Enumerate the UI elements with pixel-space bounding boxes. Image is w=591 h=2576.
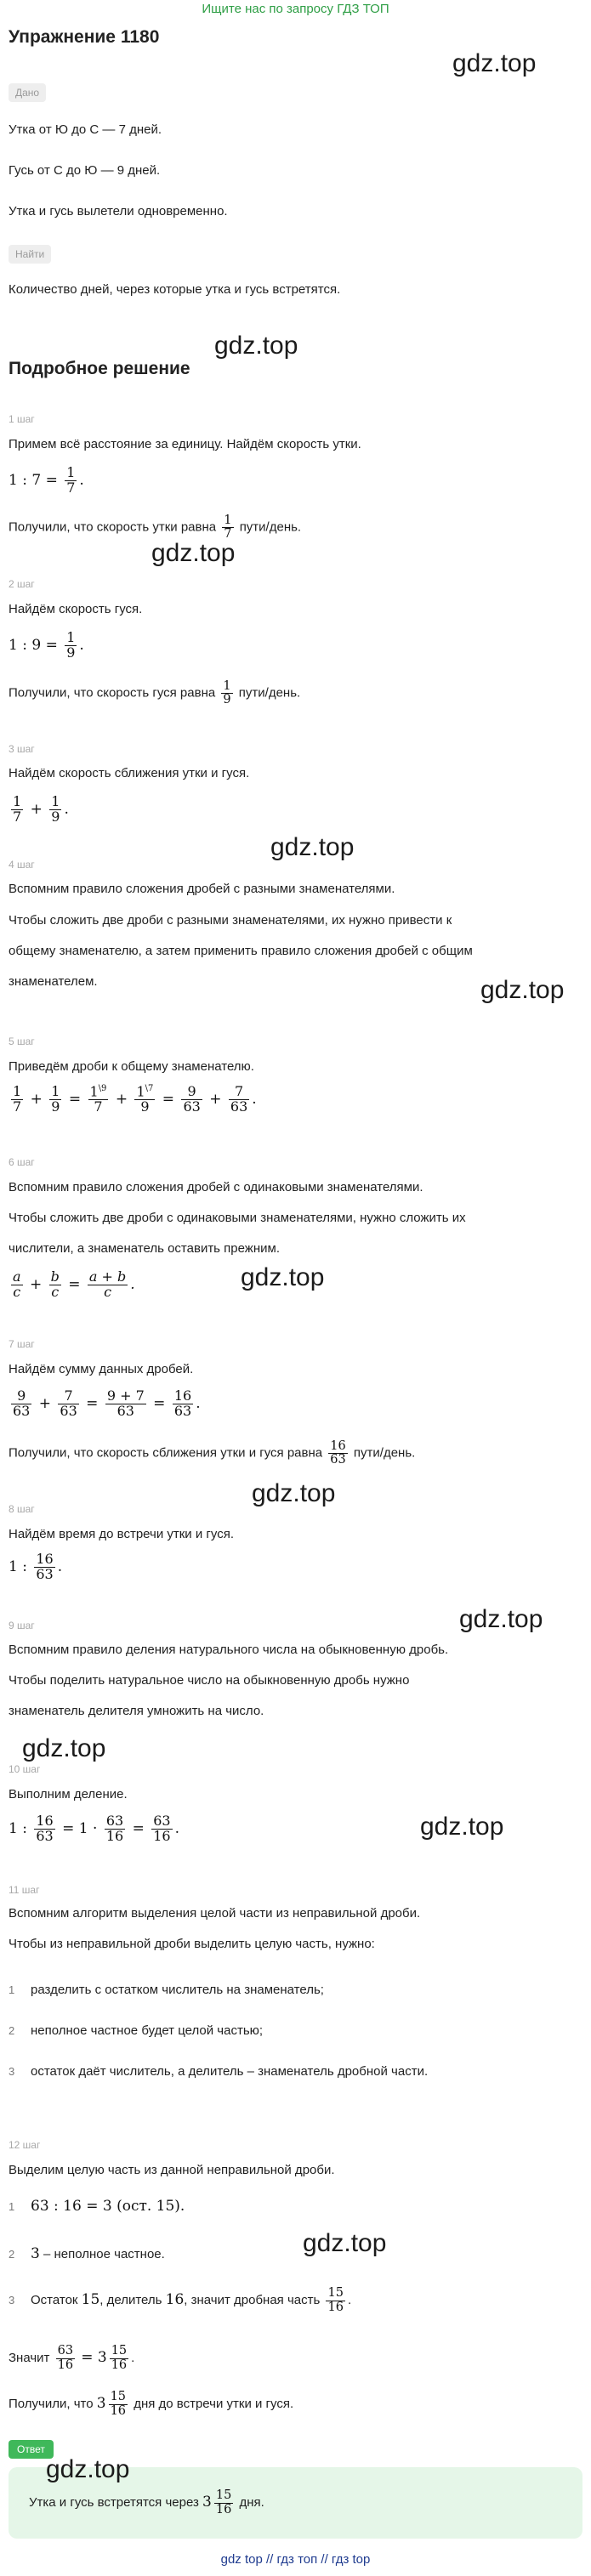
list-item: 1 63 : 16 = 3 (ост. 15). [9,2198,185,2215]
top-search-link[interactable]: Ищите нас по запросу ГДЗ ТОП [202,2,389,16]
rule-line: Чтобы поделить натуральное число на обыкновенную дробь нужно [9,1673,410,1688]
step6-formula: $\frac{a}{c}$ + $\frac{b}{c}$ = $\frac{a + b}{c}$ . [13,1268,135,1300]
rule-line: знаменатель делителя умножить на число. [9,1704,264,1718]
step-desc: Примем всё расстояние за единицу. Найдём скорость утки. [9,437,361,451]
step1-formula: 1 : 7 = $\frac{1}{7}$ . [9,464,84,496]
watermark: gdz.top [46,2455,130,2483]
watermark: gdz.top [452,49,537,77]
answer-chip: Ответ [9,2440,54,2459]
list-item: 2 3 – неполное частное. [9,2245,165,2262]
step-desc: Найдём время до встречи утки и гуся. [9,1527,234,1541]
step-label: 12 шаг [9,2139,41,2151]
step10-formula: 1 : $\frac{16}{63}$ = 1 · $\frac{63}{16}$ = $\frac{63}{16}$ . [9,1813,179,1844]
step-label: 6 шаг [9,1156,35,1168]
answer-text: Утка и гусь встретятся через 3 $\frac{15}{16}$ дня. [29,2488,264,2516]
list-item: 3 Остаток 15, делитель 16, значит дробная часть $\frac{15}{16}$ . [9,2286,352,2314]
step-label: 8 шаг [9,1503,35,1515]
step7-formula: $\frac{9}{63}$ + $\frac{7}{63}$ = $\frac{9 + 7}{63}$ = $\frac{16}{63}$ . [13,1387,201,1419]
page-title: Упражнение 1180 [9,27,160,47]
step-desc: Найдём скорость сближения утки и гуся. [9,766,250,780]
solution-title: Подробное решение [9,359,190,378]
step1-conclusion: Получили, что скорость утки равна $\frac{1}{7}$ пути/день. [9,513,302,542]
given-line-1: Утка от Ю до С — 7 дней. [9,122,162,137]
step-label: 10 шаг [9,1763,41,1775]
step7-conclusion: Получили, что скорость сближения утки и гуся равна $\frac{16}{63}$ пути/день. [9,1439,416,1467]
list-item: 3 остаток даёт числитель, а делитель – знаменатель дробной части. [9,2064,429,2079]
list-item: 2 неполное частное будет целой частью; [9,2023,264,2038]
list-item: 1 разделить с остатком числитель на знаменатель; [9,1983,324,1997]
step-desc: Выделим целую часть из данной неправильной дроби. [9,2163,335,2177]
step3-formula: $\frac{1}{7}$ + $\frac{1}{9}$ . [13,793,69,825]
step-desc: Приведём дроби к общему знаменателю. [9,1059,254,1074]
watermark: gdz.top [459,1605,543,1633]
step-desc: Вспомним правило сложения дробей с разными знаменателями. [9,882,395,896]
step-desc: Выполним деление. [9,1787,128,1801]
step-desc: Вспомним правило сложения дробей с одинаковыми знаменателями. [9,1180,423,1194]
algorithm-intro: Чтобы из неправильной дроби выделить целую часть, нужно: [9,1937,375,1951]
step2-formula: 1 : 9 = $\frac{1}{9}$ . [9,629,84,661]
find-text: Количество дней, через которые утка и гусь встретятся. [9,282,341,297]
step5-formula: $\frac{1}{7}$ + $\frac{1}{9}$ = $\frac{1^{\backslash 9}}{7}$ + $\frac{1^{\backslash 7}}{9}$ = $\frac{9}{63}$ + $\frac{7}{63}$ . [13,1083,257,1115]
step12-result: Получили, что 3 $\frac{15}{16}$ дня до встречи утки и гуся. [9,2390,294,2418]
given-chip: Дано [9,83,46,102]
watermark: gdz.top [22,1734,106,1762]
bottom-links[interactable]: gdz top // гдз топ // гдз top [220,2552,371,2567]
watermark: gdz.top [214,332,298,360]
rule-line: Чтобы сложить две дроби с одинаковыми знаменателями, нужно сложить их [9,1211,466,1225]
rule-line: общему знаменателю, а затем применить правило сложения дробей с общим [9,944,473,958]
step-label: 3 шаг [9,743,35,755]
rule-line: знаменателем. [9,974,98,989]
step-label: 5 шаг [9,1036,35,1047]
find-chip: Найти [9,245,51,264]
watermark: gdz.top [151,539,236,567]
given-line-2: Гусь от С до Ю — 9 дней. [9,163,161,178]
step2-conclusion: Получили, что скорость гуся равна $\frac{1}{9}$ пути/день. [9,679,301,707]
watermark: gdz.top [420,1813,504,1841]
watermark: gdz.top [270,833,355,861]
step8-formula: 1 : $\frac{16}{63}$ . [9,1551,63,1582]
rule-line: числители, а знаменатель оставить прежним. [9,1241,280,1256]
step-desc: Вспомним алгоритм выделения целой части из неправильной дроби. [9,1906,421,1921]
step-desc: Вспомним правило деления натурального числа на обыкновенную дробь. [9,1643,449,1657]
rule-line: Чтобы сложить две дроби с разными знаменателями, их нужно привести к [9,913,452,928]
step-label: 7 шаг [9,1338,35,1350]
step-label: 9 шаг [9,1620,35,1631]
step-label: 4 шаг [9,859,35,871]
watermark: gdz.top [303,2229,387,2257]
step-label: 1 шаг [9,413,35,425]
given-line-3: Утка и гусь вылетели одновременно. [9,204,228,218]
step12-znachit: Значит $\frac{63}{16}$ = 3 $\frac{15}{16}$ . [9,2344,135,2372]
step-label: 2 шаг [9,578,35,590]
step-label: 11 шаг [9,1884,40,1896]
step-desc: Найдём скорость гуся. [9,602,143,616]
watermark: gdz.top [480,976,565,1004]
watermark: gdz.top [252,1479,336,1507]
step-desc: Найдём сумму данных дробей. [9,1362,194,1376]
watermark: gdz.top [241,1263,325,1291]
